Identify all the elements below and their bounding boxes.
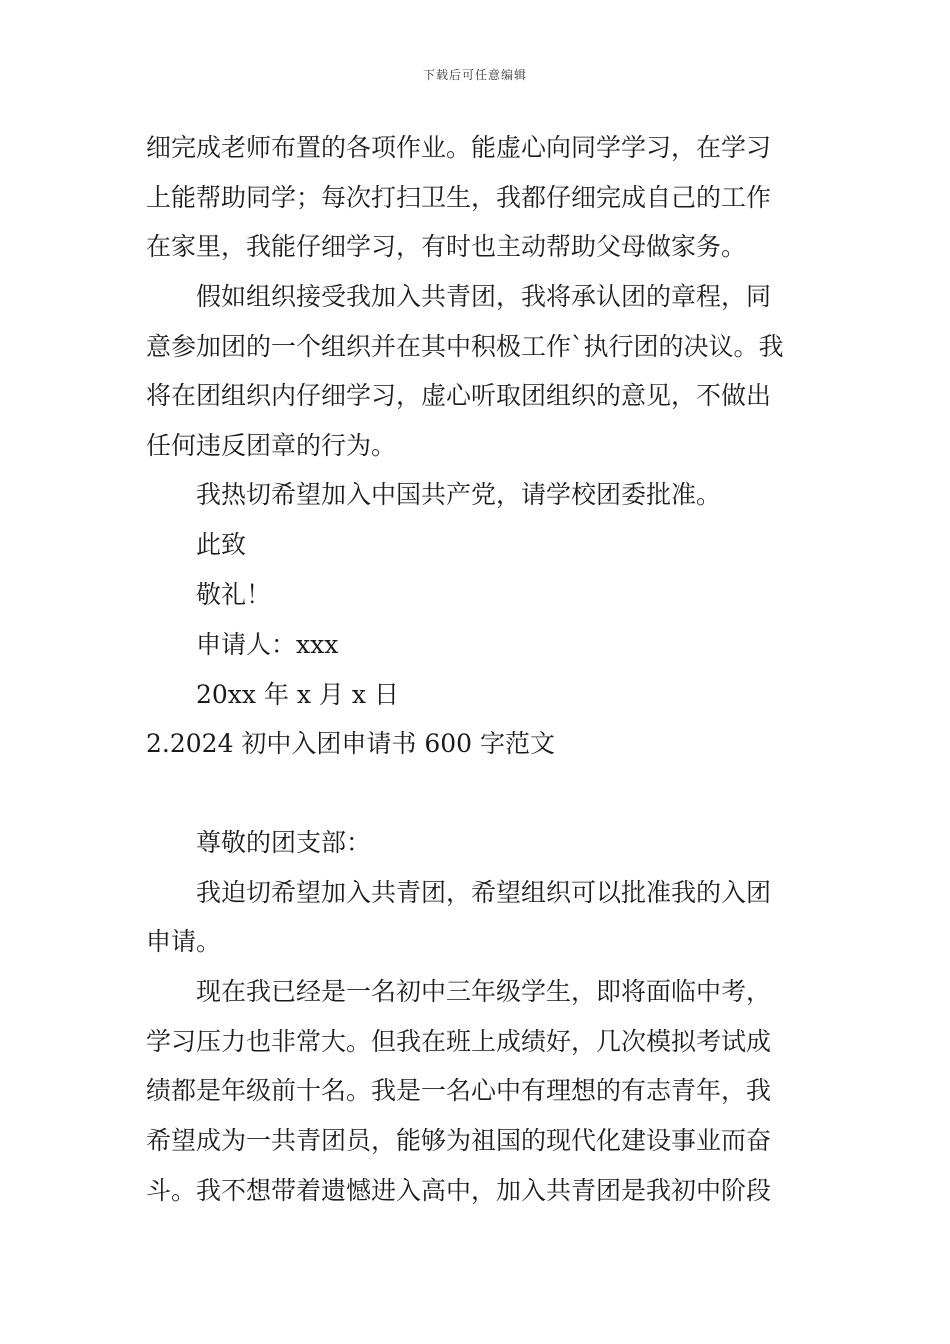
body-line-19: 绩都是年级前十名。我是一名心中有理想的有志青年，我 <box>146 1076 772 1105</box>
body-line-1: 细完成老师布置的各项作业。能虚心向同学学习，在学习 <box>146 133 772 162</box>
salutation: 尊敬的团支部： <box>196 828 372 857</box>
section-heading: 2.2024 初中入团申请书 600 字范文 <box>146 729 556 758</box>
body-line-20: 希望成为一共青团员，能够为祖国的现代化建设事业而奋 <box>146 1126 772 1155</box>
body-line-8: 我热切希望加入中国共产党，请学校团委批准。 <box>196 480 722 509</box>
body-line-2: 上能帮助同学；每次打扫卫生，我都仔细完成自己的工作 <box>146 183 772 212</box>
body-line-18: 学习压力也非常大。但我在班上成绩好，几次模拟考试成 <box>146 1027 772 1056</box>
body-line-16: 申请。 <box>146 927 222 956</box>
body-line-21: 斗。我不想带着遗憾进入高中，加入共青团是我初中阶段 <box>146 1176 772 1205</box>
body-line-7: 任何违反团章的行为。 <box>146 431 397 460</box>
body-line-17: 现在我已经是一名初中三年级学生，即将面临中考， <box>196 977 772 1006</box>
body-line-3: 在家里，我能仔细学习，有时也主动帮助父母做家务。 <box>146 232 747 261</box>
body-line-15: 我迫切希望加入共青团，希望组织可以批准我的入团 <box>196 878 772 907</box>
header-note: 下载后可任意编辑 <box>422 68 527 82</box>
closing-salute: 敬礼！ <box>196 580 272 609</box>
application-date: 20xx 年 x 月 x 日 <box>196 680 399 709</box>
body-line-4: 假如组织接受我加入共青团，我将承认团的章程，同 <box>196 282 772 311</box>
applicant-signature: 申请人：xxx <box>196 630 339 659</box>
closing-greeting: 此致 <box>196 530 247 559</box>
body-line-6: 将在团组织内仔细学习，虚心听取团组织的意见，不做出 <box>146 381 772 410</box>
body-line-5: 意参加团的一个组织并在其中积极工作`执行团的决议。我 <box>146 332 784 361</box>
